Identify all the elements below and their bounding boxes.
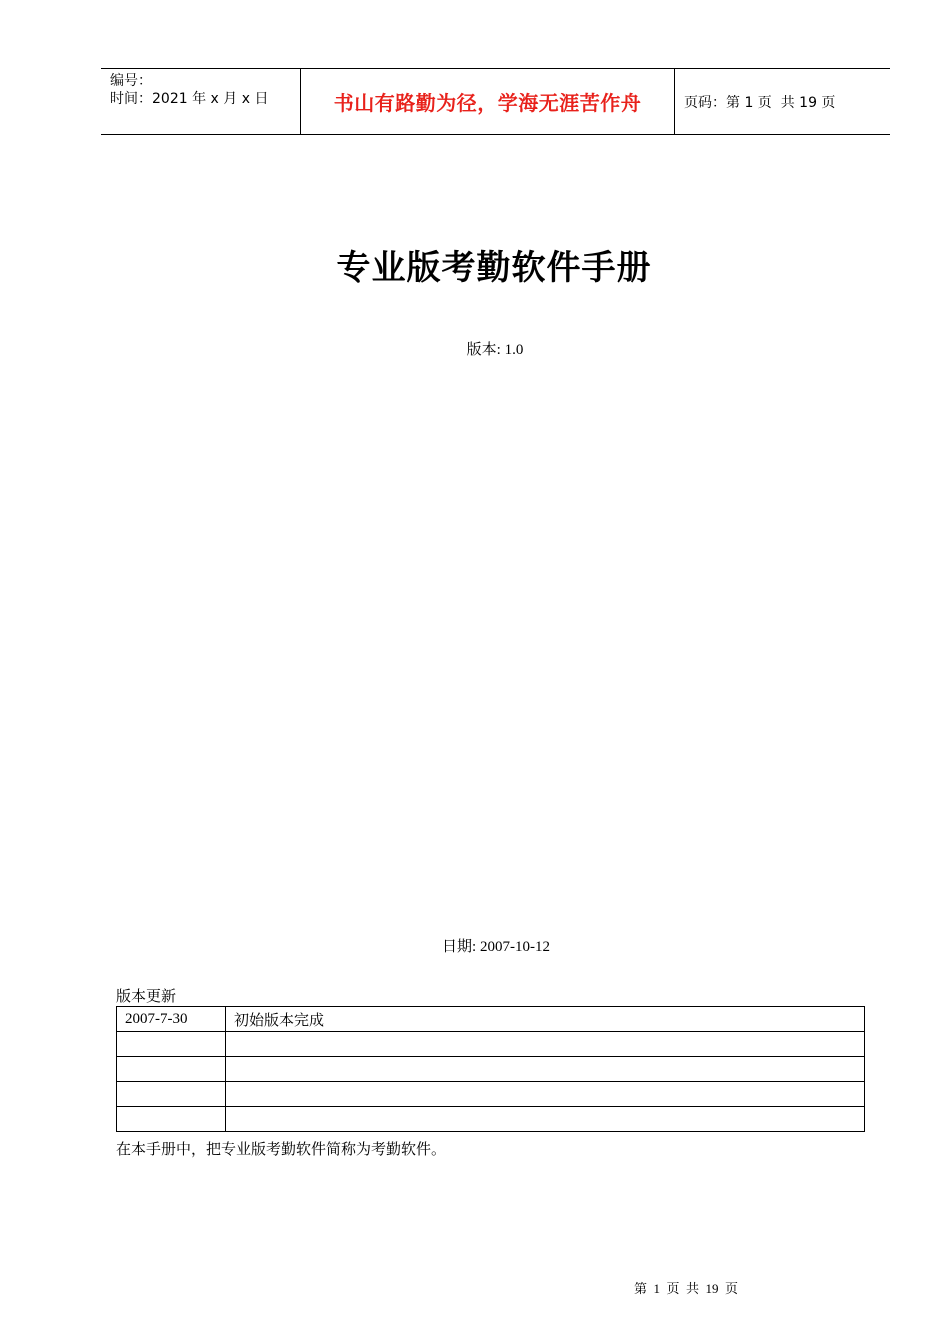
table-row: [117, 1007, 865, 1032]
number-label: 编号：: [110, 73, 152, 89]
document-date: 日期: 2007-10-12: [442, 939, 550, 955]
table-row: [117, 1057, 865, 1082]
revision-desc-cell: 初始版本完成: [226, 1007, 865, 1032]
header-slogan: 书山有路勤为径，学海无涯苦作舟: [301, 69, 675, 134]
revision-table-label: 版本更新: [116, 989, 177, 1005]
document-title: 专业版考勤软件手册: [336, 248, 652, 288]
revision-desc-cell: [226, 1082, 865, 1107]
time-label: 时间：2021 年 x 月 x 日: [110, 91, 269, 107]
revision-table: [116, 1006, 865, 1132]
header-page-info: [675, 69, 890, 134]
table-row: [117, 1032, 865, 1057]
revision-desc-cell: [226, 1107, 865, 1132]
document-version: 版本: 1.0: [466, 342, 524, 358]
page-footer: 第 1 页 共 19 页: [634, 1281, 739, 1296]
table-row: [117, 1082, 865, 1107]
revision-date-cell: [117, 1057, 226, 1082]
revision-date-cell: [117, 1082, 226, 1107]
revision-date-cell: 2007-7-30: [117, 1007, 226, 1032]
table-row: [117, 1107, 865, 1132]
revision-date-cell: [117, 1107, 226, 1132]
page-info-text: 页码：第 1 页 共 19 页: [684, 94, 836, 111]
revision-date-cell: [117, 1032, 226, 1057]
revision-desc-cell: [226, 1032, 865, 1057]
page-header: [101, 68, 890, 135]
header-meta: [101, 69, 301, 134]
revision-desc-cell: [226, 1057, 865, 1082]
abbreviation-note: 在本手册中，把专业版考勤软件简称为考勤软件。: [116, 1142, 447, 1158]
